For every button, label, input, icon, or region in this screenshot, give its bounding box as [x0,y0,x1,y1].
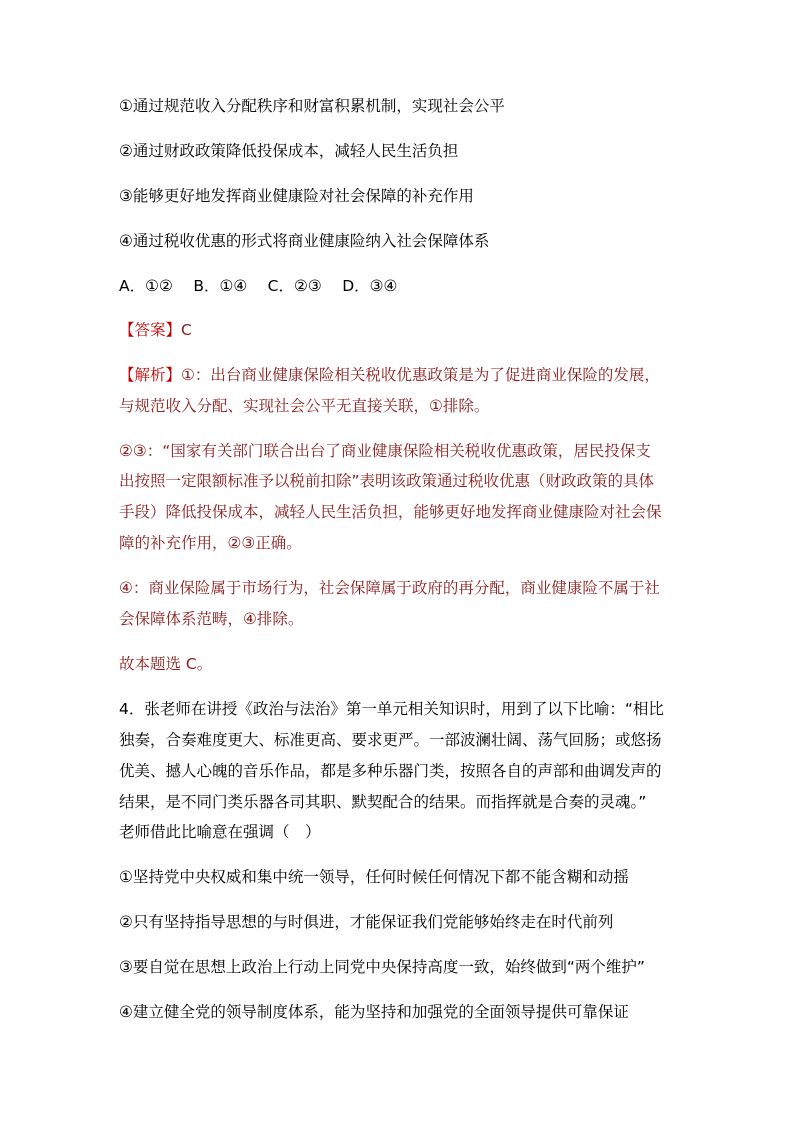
q4-stem-line-1: 4．张老师在讲授《政治与法治》第一单元相关知识时，用到了以下比喻：“相比 [119,700,664,718]
q4-stem-line-4: 结果，是不同门类乐器各司其职、默契配合的结果。而指挥就是合奏的灵魂。” [119,793,647,811]
answer-line [119,320,192,340]
analysis-line-1 [119,365,660,385]
q4-option-2: ②只有坚持指导思想的与时俱进，才能保证我们党能够始终走在时代前列 [119,913,614,931]
q3-option-1: ①通过规范收入分配秩序和财富积累机制，实现社会公平 [119,97,505,115]
q4-option-1: ①坚持党中央权威和集中统一领导，任何时候任何情况下都不能含糊和动摇 [119,868,629,886]
q4-stem-line-2: 独奏，合奏难度更大、标准更高、要求更严。一部波澜壮阔、荡气回肠；或悠扬 [119,731,662,749]
analysis-conclusion: 故本题选 C。 [119,655,213,673]
q3-option-2: ②通过财政政策降低投保成本，减轻人民生活负担 [119,142,459,160]
q4-option-4: ④建立健全党的领导制度体系，能为坚持和加强党的全面领导提供可靠保证 [119,1003,629,1021]
analysis-line-6: 障的补充作用，②③正确。 [119,534,302,552]
analysis-text: ①：出台商业健康保险相关税收优惠政策是为了促进商业保险的发展， [181,366,660,384]
q4-stem-line-3: 优美、撼人心魄的音乐作品，都是多种乐器门类，按照各自的声部和曲调发声的 [119,762,662,780]
analysis-line-2: 与规范收入分配、实现社会公平无直接关联，①排除。 [119,397,490,415]
analysis-line-3: ②③：“国家有关部门联合出台了商业健康保险相关税收优惠政策，居民投保支 [119,442,651,460]
answer-value: C [181,321,192,339]
q3-option-3: ③能够更好地发挥商业健康险对社会保障的补充作用 [119,187,474,205]
analysis-line-5: 手段）降低投保成本，减轻人民生活负担，能够更好地发挥商业健康险对社会保 [119,503,662,521]
q3-choices: A．①② B．①④ C．②③ D．③④ [119,277,398,295]
analysis-line-8: 会保障体系范畴，④排除。 [119,610,304,628]
q4-stem-line-5: 老师借此比喻意在强调（ ） [119,823,321,841]
q4-option-3: ③要自觉在思想上政治上行动上同党中央保持高度一致，始终做到“两个维护” [119,958,645,976]
answer-tag: 【答案】 [119,321,182,339]
analysis-line-7: ④：商业保险属于市场行为，社会保障属于政府的再分配，商业健康险不属于社 [119,579,660,597]
analysis-line-4: 出按照一定限额标准予以税前扣除”表明该政策通过税收优惠（财政政策的具体 [119,472,655,490]
q3-option-4: ④通过税收优惠的形式将商业健康险纳入社会保障体系 [119,232,490,250]
analysis-tag: 【解析】 [119,366,182,384]
